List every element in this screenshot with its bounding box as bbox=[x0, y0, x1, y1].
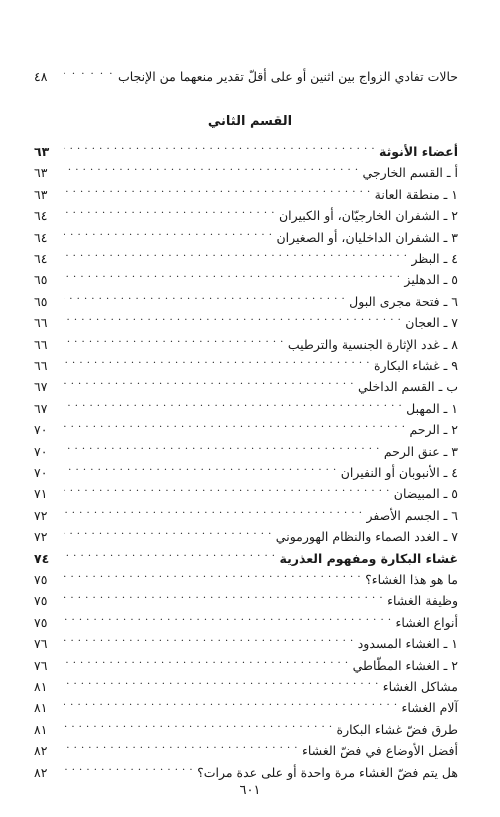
toc-entry bbox=[34, 331, 458, 352]
toc-entry bbox=[34, 694, 458, 716]
toc-entry bbox=[34, 352, 458, 373]
toc-entry-page: ٧٥ bbox=[34, 614, 48, 630]
toc-entry-page: ٧٢ bbox=[34, 507, 48, 523]
toc-entry bbox=[34, 202, 458, 224]
toc-entry-title: ٢ ـ الغشاء المطّاطي bbox=[352, 657, 458, 673]
dot-leader bbox=[64, 545, 276, 563]
dot-leader bbox=[64, 266, 400, 284]
toc-entry bbox=[34, 566, 458, 587]
toc-entry bbox=[34, 609, 458, 630]
toc-entry-page: ٧٦ bbox=[34, 657, 48, 673]
toc-entry bbox=[34, 630, 458, 652]
toc-entry bbox=[34, 266, 458, 288]
dot-leader bbox=[64, 181, 371, 199]
toc-entry bbox=[34, 416, 458, 438]
toc-entry bbox=[34, 438, 458, 459]
dot-leader bbox=[64, 502, 362, 520]
toc-entry-title: أ ـ القسم الخارجي bbox=[362, 165, 458, 181]
toc-entry-title: هل يتم فضّ الغشاء مرة واحدة أو على عدة مرات؟ bbox=[197, 764, 458, 780]
toc-entry-page: ٧١ bbox=[34, 486, 48, 502]
toc-entry-title: ١ ـ منطقة العانة bbox=[374, 186, 458, 202]
toc-entry-page: ٧٥ bbox=[34, 593, 48, 609]
dot-leader bbox=[64, 609, 392, 627]
toc-entry-title: ٨ ـ غدد الإثارة الجنسية والترطيب bbox=[287, 336, 458, 352]
toc-entry bbox=[34, 63, 458, 84]
dot-leader bbox=[64, 395, 402, 413]
toc-entry-page: ٦٤ bbox=[34, 229, 48, 245]
dot-leader bbox=[64, 480, 390, 498]
toc-entry-title: ب ـ القسم الداخلي bbox=[357, 379, 458, 395]
dot-leader bbox=[64, 288, 345, 306]
toc-entry-page: ٧٢ bbox=[34, 529, 48, 545]
toc-entry bbox=[34, 737, 458, 759]
toc-entry-page: ٦٧ bbox=[34, 379, 48, 395]
toc-entry-title: ٦ ـ فتحة مجرى البول bbox=[349, 293, 458, 309]
toc-entry-title: طرق فضّ غشاء البكارة bbox=[336, 721, 458, 737]
toc-entry-title: حالات تفادي الزواج بين اثنين أو على أقلّ تقدير منعهما من الإنجاب bbox=[117, 69, 458, 84]
toc-entry-title: آلام الغشاء bbox=[401, 700, 458, 716]
dot-leader bbox=[64, 587, 383, 605]
toc-entry-page: ٦٦ bbox=[34, 358, 48, 373]
toc-entry-page: ٤٨ bbox=[34, 69, 48, 84]
toc-entry-title: ٩ ـ غشاء البكارة bbox=[373, 358, 458, 373]
toc-entry-title: ١ ـ المهبل bbox=[406, 400, 458, 416]
toc-entry bbox=[34, 181, 458, 202]
page-number: ٦٠١ bbox=[239, 783, 261, 798]
toc-entry-title: أفضل الأوضاع في فضّ الغشاء bbox=[302, 743, 458, 759]
toc-entry bbox=[34, 373, 458, 395]
toc-entry bbox=[34, 759, 458, 780]
dot-leader bbox=[64, 352, 370, 370]
dot-leader bbox=[64, 523, 272, 541]
toc-entry-page: ٧٠ bbox=[34, 443, 48, 459]
toc-entry-title: ١ ـ الغشاء المسدود bbox=[357, 636, 458, 652]
dot-leader bbox=[64, 63, 114, 81]
toc-entry-page: ٦٥ bbox=[34, 293, 48, 309]
dot-leader bbox=[64, 652, 349, 670]
toc-entry bbox=[34, 159, 458, 181]
dot-leader bbox=[64, 159, 359, 177]
toc-entry bbox=[34, 459, 458, 480]
toc-entry-title: ٤ ـ البظر bbox=[411, 251, 458, 266]
toc-entry-title: وظيفة الغشاء bbox=[387, 593, 458, 609]
toc-entry bbox=[34, 309, 458, 331]
toc-entry bbox=[34, 288, 458, 309]
toc-entry bbox=[34, 224, 458, 245]
dot-leader bbox=[64, 737, 298, 755]
dot-leader bbox=[64, 138, 375, 156]
toc-entry bbox=[34, 245, 458, 266]
toc-entry-page: ٦٦ bbox=[34, 315, 48, 331]
toc-entry-page: ٧٦ bbox=[34, 636, 48, 652]
toc-entry bbox=[34, 587, 458, 609]
dot-leader bbox=[64, 245, 407, 263]
dot-leader bbox=[64, 459, 337, 477]
dot-leader bbox=[64, 566, 361, 584]
toc-entry bbox=[34, 673, 458, 694]
toc-entry bbox=[34, 716, 458, 737]
toc-entry-title: مشاكل الغشاء bbox=[382, 679, 458, 694]
dot-leader bbox=[64, 202, 275, 220]
toc-entry bbox=[34, 395, 458, 416]
toc-entry-page: ٦٦ bbox=[34, 336, 48, 352]
toc-entry-page: ٦٤ bbox=[34, 208, 48, 224]
dot-leader bbox=[64, 759, 193, 777]
dot-leader bbox=[64, 224, 272, 242]
toc-entry-page: ٨٢ bbox=[34, 743, 48, 759]
dot-leader bbox=[64, 630, 354, 648]
dot-leader bbox=[64, 309, 401, 327]
section-title: القسم الثاني bbox=[207, 114, 293, 129]
dot-leader bbox=[64, 673, 379, 691]
toc-entry-title: ٢ ـ الرحم bbox=[409, 422, 458, 438]
toc-entry-page: ٦٣ bbox=[34, 186, 48, 202]
toc-entry-page: ٦٥ bbox=[34, 272, 48, 288]
toc-entry-page: ٦٤ bbox=[34, 251, 48, 266]
dot-leader bbox=[64, 416, 405, 434]
toc-entry-page: ٦٣ bbox=[34, 165, 48, 181]
dot-leader bbox=[64, 331, 284, 349]
toc-heading-page: ٧٤ bbox=[34, 550, 50, 566]
toc-entry-title: ٥ ـ الدهليز bbox=[404, 272, 458, 288]
toc-entry-page: ٦٧ bbox=[34, 400, 48, 416]
toc-heading-title: غشاء البكارة ومفهوم العذرية bbox=[279, 550, 458, 566]
dot-leader bbox=[64, 438, 380, 456]
toc-entry-page: ٧٠ bbox=[34, 422, 48, 438]
toc-entry-page: ٨١ bbox=[34, 721, 48, 737]
dot-leader bbox=[64, 716, 333, 734]
toc-entry-title: ٧ ـ الغدد الصماء والنظام الهورموني bbox=[275, 529, 458, 545]
toc-heading-title: أعضاء الأنوثة bbox=[379, 144, 458, 159]
toc-entry-title: ٢ ـ الشفران الخارجيّان، أو الكبيران bbox=[278, 208, 458, 224]
toc-entry-title: ٣ ـ عنق الرحم bbox=[383, 443, 458, 459]
toc-entry-page: ٧٥ bbox=[34, 572, 48, 587]
toc-entry bbox=[34, 480, 458, 502]
toc-entry bbox=[34, 523, 458, 545]
toc-heading bbox=[34, 138, 458, 159]
toc-entry-title: أنواع الغشاء bbox=[395, 614, 458, 630]
toc-entry-title: ٧ ـ العجان bbox=[405, 315, 458, 331]
toc-entry-title: ٣ ـ الشفران الداخليان، أو الصغيران bbox=[276, 229, 458, 245]
dot-leader bbox=[64, 694, 398, 712]
toc-entry-title: ما هو هذا الغشاء؟ bbox=[365, 572, 458, 587]
toc-entry-page: ٨١ bbox=[34, 700, 48, 716]
toc-heading-page: ٦٣ bbox=[34, 144, 50, 159]
dot-leader bbox=[64, 373, 354, 391]
toc-entry-title: ٦ ـ الجسم الأصفر bbox=[366, 507, 458, 523]
toc-entry-title: ٥ ـ المبيضان bbox=[393, 486, 458, 502]
toc-entry-title: ٤ ـ الأنبوبان أو النفيران bbox=[340, 465, 458, 480]
toc-entry-page: ٧٠ bbox=[34, 465, 48, 480]
toc-entry-page: ٨١ bbox=[34, 679, 48, 694]
toc-entry bbox=[34, 652, 458, 673]
toc-heading bbox=[34, 545, 458, 566]
toc-entry-page: ٨٢ bbox=[34, 764, 48, 780]
toc-entry bbox=[34, 502, 458, 523]
